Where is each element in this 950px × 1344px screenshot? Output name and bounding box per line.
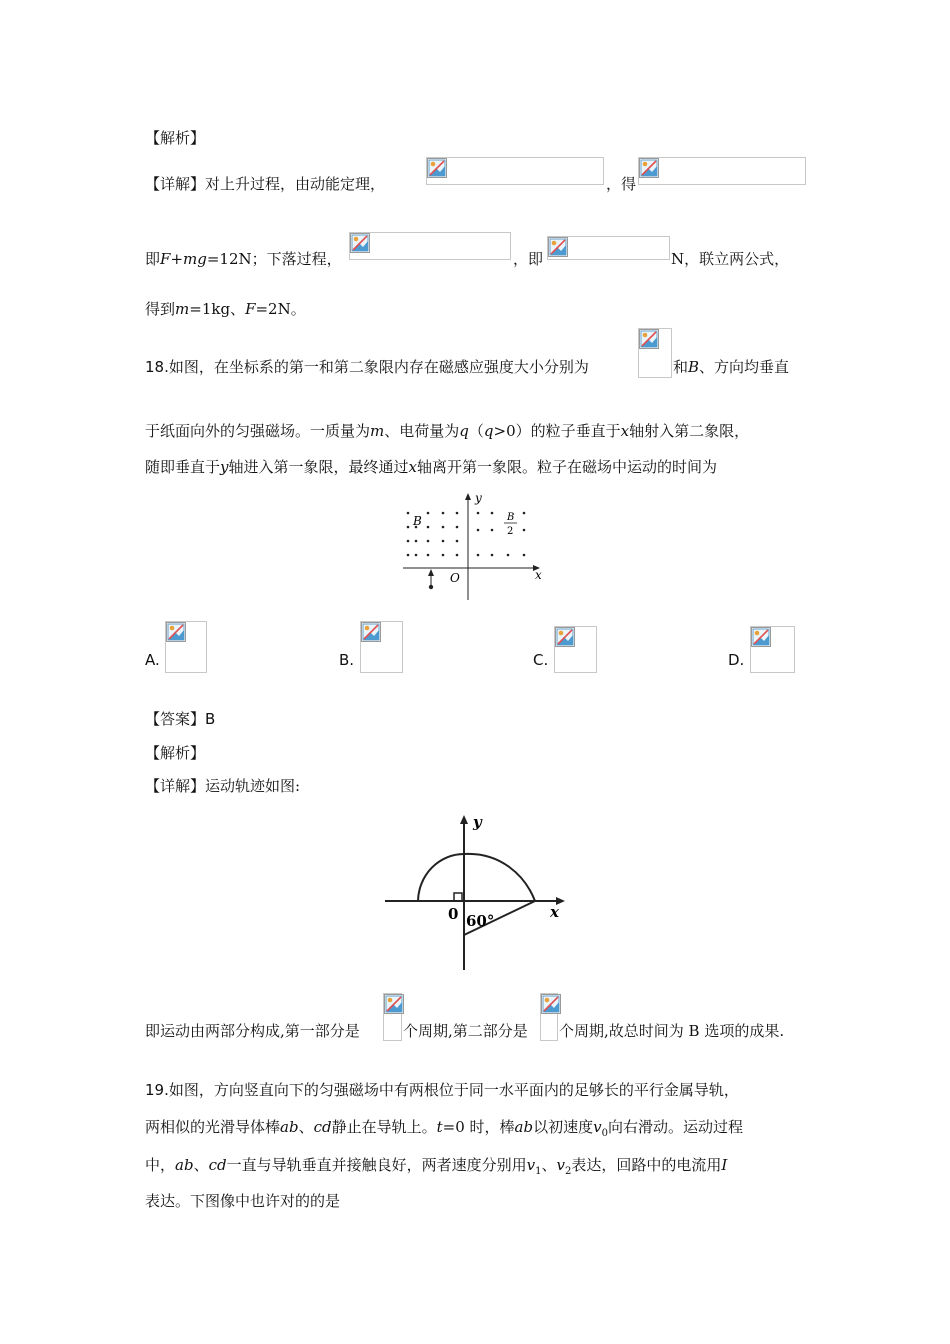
right-angle-mark	[454, 893, 462, 901]
option-b-label[interactable]: B.	[339, 651, 355, 669]
detail-line-2-tail: N，联立两公式，	[671, 250, 790, 268]
conclusion-line-mid: 个周期,第二部分是	[403, 1022, 528, 1040]
formula-image	[383, 993, 402, 1041]
broken-image-icon	[555, 627, 575, 647]
broken-image-icon	[639, 329, 659, 349]
q18-line-3: 随即垂直于y轴进入第一象限，最终通过x轴离开第一象限。粒子在磁场中运动的时间为	[145, 458, 717, 476]
conclusion-line: 即运动由两部分构成,第一部分是	[145, 1022, 360, 1040]
broken-image-icon	[361, 622, 381, 642]
detail-line-2-mid: ，即	[513, 250, 544, 268]
analysis-heading: 【解析】	[145, 129, 206, 147]
q19-line-3: 中，ab、cd一直与导轨垂直并接触良好，两者速度分别用$v_1$、$v_2$表达，回路中的电流用I	[145, 1156, 728, 1177]
broken-image-icon	[384, 994, 404, 1014]
magnetic-field-figure	[400, 490, 550, 602]
origin-label: O	[450, 571, 460, 585]
origin-label: 0	[448, 905, 459, 923]
option-c-label[interactable]: C.	[533, 651, 549, 669]
q19-line-1: 19.如图，方向竖直向下的匀强磁场中有两根位于同一水平面内的足够长的平行金属导轨，	[145, 1081, 739, 1099]
x-axis-label: x	[550, 903, 559, 921]
q18-line-2: 于纸面向外的匀强磁场。一质量为m、电荷量为q（q>0）的粒子垂直于x轴射入第二象限，	[145, 422, 750, 440]
analysis-heading-2: 【解析】	[145, 744, 206, 762]
q18-line-1-tail: 和B、方向均垂直	[673, 358, 790, 376]
label-B: B	[413, 514, 422, 528]
option-b-image[interactable]	[360, 621, 403, 673]
detail-line-1: 【详解】对上升过程，由动能定理，	[145, 175, 386, 193]
option-a-image[interactable]	[165, 621, 207, 673]
q19-line-2: 两相似的光滑导体棒ab、cd静止在导轨上。t=0 时，棒ab以初速度$v_0$向右滑动。运动过程	[145, 1118, 743, 1139]
formula-image	[547, 236, 670, 260]
detail-trajectory: 【详解】运动轨迹如图:	[145, 777, 301, 795]
conclusion-line-tail: 个周期,故总时间为 B 选项的成果.	[559, 1022, 785, 1040]
broken-image-icon	[639, 158, 659, 178]
option-d-image[interactable]	[750, 626, 795, 673]
label-B-half-den: 2	[507, 526, 514, 537]
broken-image-icon	[427, 158, 447, 178]
trajectory-arc-2	[464, 854, 535, 901]
broken-image-icon	[541, 994, 561, 1014]
formula-image	[426, 157, 604, 185]
broken-image-icon	[548, 237, 568, 257]
broken-image-icon	[166, 622, 186, 642]
broken-image-icon	[350, 233, 370, 253]
detail-line-1-tail: ，得	[606, 175, 637, 193]
particle	[429, 585, 433, 589]
answer-line: 【答案】B	[145, 710, 216, 728]
trajectory-arc-1	[418, 854, 464, 901]
detail-line-2: 即F+mg=12N；下落过程，	[145, 250, 342, 268]
x-axis-label: x	[535, 568, 542, 582]
y-axis-label: y	[475, 491, 482, 505]
formula-image	[540, 993, 558, 1041]
option-a-label[interactable]: A.	[145, 651, 160, 669]
broken-image-icon	[751, 627, 771, 647]
formula-image	[638, 157, 806, 185]
formula-image	[638, 328, 672, 378]
formula-image	[349, 232, 511, 260]
label-B-half-num: B	[507, 512, 515, 523]
option-d-label[interactable]: D.	[728, 651, 745, 669]
y-axis-label: y	[473, 813, 482, 831]
q18-line-1: 18.如图，在坐标系的第一和第二象限内存在磁感应强度大小分别为	[145, 358, 589, 376]
q19-line-4: 表达。下图像中也许对的的是	[145, 1192, 341, 1210]
trajectory-figure	[380, 810, 580, 975]
option-c-image[interactable]	[554, 626, 597, 673]
angle-label: 60°	[466, 912, 495, 930]
detail-line-3: 得到m=1kg、F=2N。	[145, 300, 306, 318]
